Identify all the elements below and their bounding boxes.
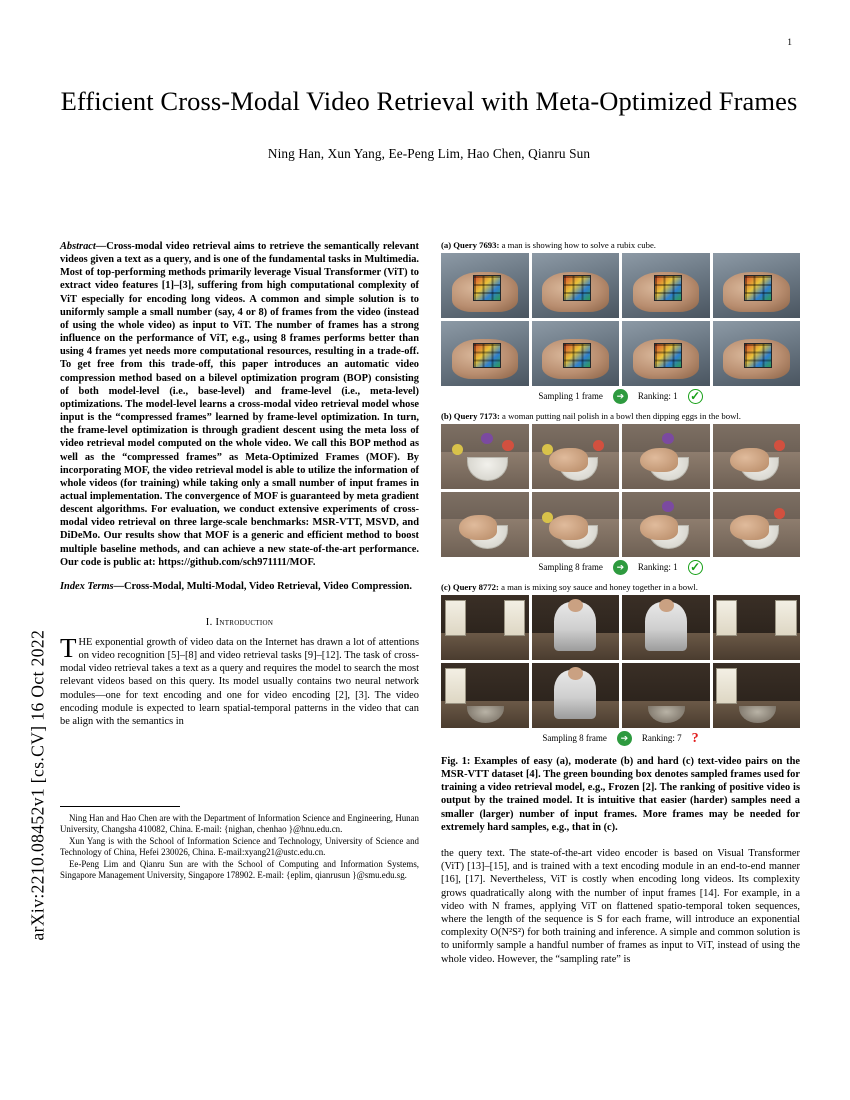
video-frame xyxy=(713,253,801,318)
video-frame xyxy=(532,253,620,318)
figure-frame-grid-b xyxy=(441,424,800,557)
video-frame xyxy=(532,663,620,728)
arrow-right-icon: ➔ xyxy=(617,731,632,746)
abstract-block xyxy=(60,240,419,569)
arxiv-stamp: arXiv:2210.08452v1 [cs.CV] 16 Oct 2022 xyxy=(27,629,48,941)
figure-caption: Fig. 1: Examples of easy (a), moderate (b) and hard (c) text-video pairs on the MSR-VTT dataset [4]. The green bounding box denotes sampled frames used for training a video retrieval model, e.g., Frozen [2]. The ranking of positive video is output by the trained model. It is intuitive that easier (harder) samples need a smaller (larger) number of input frames. More frames may be needed for extremely hard samples, e.g., that in (c). xyxy=(441,755,800,833)
video-frame xyxy=(713,595,801,660)
figure-1 xyxy=(441,240,800,834)
check-icon: ✓ xyxy=(688,389,703,404)
video-frame xyxy=(713,321,801,386)
video-frame xyxy=(713,424,801,489)
left-column xyxy=(60,240,419,966)
sampling-label-a: Sampling 1 frame xyxy=(538,391,603,402)
video-frame xyxy=(713,492,801,557)
video-frame xyxy=(713,663,801,728)
abstract-text: Cross-modal video retrieval aims to retrieve the semantically relevant videos given a text as a query, and is one of the fundamental tasks in Multimedia. Most of top-performing methods primarily leverage Visual Transformer (ViT) to extract video features [1]–[3], suffering from high computational complexity of ViT especially for encoding long videos. A common and simple solution is to uniformly sample a small number (say, 4 or 8) of frames from the video (instead of using the whole video) as input to ViT. The number of frames has a strong influence on the performance of ViT, e.g., using 8 frames performs better than using 4 frames yet needs more computational resources, resulting in a trade-off. To get free from this trade-off, this paper introduces an automatic video compression method based on a bilevel optimization program (BOP) consisting of both model-level (i.e., base-level) and frame-level (i.e., meta-level) optimizations. The model-level learns a cross-modal video retrieval model whose input is the “compressed frames” learned by frame-level optimization. In turn, the frame-level optimization is through gradient descent using the meta loss of video retrieval model computed on the whole video. We call this BOP method as well as the “compressed frames” as Meta-Optimized Frames (MOF). By incorporating MOF, the video retrieval model is able to utilize the information of whole videos (for training) while taking only a small number of input frames in actual implementation. The convergence of MOF is guaranteed by meta gradient descent algorithms. For evaluation, we conduct extensive experiments of cross-modal video retrieval on three large-scale benchmarks: MSR-VTT, MSVD, and DiDeMo. Our results show that MOF is a generic and efficient method to boost multiple baseline methods, and can achieve a new state-of-the-art performance. Our code is public at: https://github.com/sch971111/MOF. xyxy=(60,241,419,568)
abstract-lead: Abstract— xyxy=(60,241,107,252)
index-terms-text: Cross-Modal, Multi-Modal, Video Retrieval, Video Compression. xyxy=(124,580,412,592)
video-frame xyxy=(441,595,529,660)
section-heading-introduction: I. Introduction xyxy=(205,617,274,629)
ranking-label-a: Ranking: 1 xyxy=(637,391,678,402)
arrow-right-icon: ➔ xyxy=(613,389,628,404)
ranking-label-c: Ranking: 7 xyxy=(641,733,682,744)
video-frame xyxy=(532,492,620,557)
figure-row-label-c: (c) Query 8772: xyxy=(441,581,499,592)
index-terms-block xyxy=(60,580,419,593)
figure-status-c xyxy=(441,731,800,746)
footnote-block xyxy=(60,806,419,881)
figure-row-caption-a xyxy=(441,240,800,250)
footnote-item: Ee-Peng Lim and Qianru Sun are with the School of Computing and Information Systems, Singapore Management University, Singapore 178902. E-mail: {eplim, qianrusun }@smu.edu.sg. xyxy=(60,858,419,880)
video-frame xyxy=(532,321,620,386)
video-frame xyxy=(532,424,620,489)
figure-row-label-b: (b) Query 7173: xyxy=(441,410,500,421)
video-frame xyxy=(441,321,529,386)
figure-status-b xyxy=(441,560,800,575)
figure-row-label-a: (a) Query 7693: xyxy=(441,240,500,250)
video-frame xyxy=(622,595,710,660)
right-column xyxy=(441,240,800,966)
video-frame xyxy=(441,253,529,318)
figure-row-caption-c xyxy=(441,582,800,592)
figure-frame-grid-c xyxy=(441,595,800,728)
page-number: 1 xyxy=(787,38,792,48)
video-frame xyxy=(441,424,529,489)
figure-row-caption-b xyxy=(441,411,800,421)
figure-frame-grid-a xyxy=(441,253,800,386)
introduction-paragraph xyxy=(60,633,419,728)
right-column-paragraph: the query text. The state-of-the-art video encoder is based on Visual Transformer (ViT) [13]–[15], and is trained with a text encoding module in an end-to-end manner [16], [17]. Nevertheless, ViT is costly when encoding long videos. Its complexity grows quadratically along with the number of input frames [14]. For example, in a video with N frames, applying ViT on flattened spatio-temporal token sequences, where the length of the sequence is S for each frame, will introduce an exponential complexity O(N²S²) for both training and inference. A simple and common solution is to uniformly sample a handful number of frames as input to ViT, instead of using the whole video. However, the “sampling rate” is xyxy=(441,848,800,965)
figure-row-text-c: a man is mixing soy sauce and honey together in a bowl. xyxy=(498,581,698,592)
sampling-label-b: Sampling 8 frame xyxy=(538,562,603,573)
video-frame xyxy=(441,663,529,728)
question-mark-icon: ? xyxy=(691,730,699,746)
author-list: Ning Han, Xun Yang, Ee-Peng Lim, Hao Chen, Qianru Sun xyxy=(267,145,591,161)
two-column-body xyxy=(60,240,800,966)
footnote-item: Xun Yang is with the School of Information Science and Technology, University of Science and Technology of China, Hefei 230026, China. E-mail:xyang21@ustc.edu.cn. xyxy=(60,835,419,857)
video-frame xyxy=(622,492,710,557)
video-frame xyxy=(622,253,710,318)
footnote-divider xyxy=(60,806,180,807)
video-frame xyxy=(441,492,529,557)
page-title: Efficient Cross-Modal Video Retrieval with Meta-Optimized Frames xyxy=(60,86,798,116)
ranking-label-b: Ranking: 1 xyxy=(637,562,678,573)
paper-header xyxy=(60,72,798,162)
check-icon: ✓ xyxy=(688,560,703,575)
figure-status-a xyxy=(441,389,800,404)
video-frame xyxy=(532,595,620,660)
drop-cap: T xyxy=(60,633,77,664)
video-frame xyxy=(622,321,710,386)
index-terms-lead: Index Terms— xyxy=(60,580,124,592)
figure-row-text-b: a woman putting nail polish in a bowl then dipping eggs in the bowl. xyxy=(499,410,741,421)
arrow-right-icon: ➔ xyxy=(613,560,628,575)
video-frame xyxy=(622,663,710,728)
introduction-text: HE exponential growth of video data on the Internet has drawn a lot of attentions on video recognition [5]–[8] and video retrieval tasks [9]–[12]. The task of cross-modal video retrieval takes a text as a query and requires the model to search the most relevant videos based on this query. Its model usually contains two neural network modules—one for text encoding and one for video encoding [2], [3]. The video encoding module is expected to learn spatial-temporal patterns in the video that can be align with the semantics in xyxy=(60,637,419,727)
footnote-item: Ning Han and Hao Chen are with the Department of Information Science and Engineering, Hunan University, Changsha 410082, China. E-mail: {nighan, chenhao }@hnu.edu.cn. xyxy=(60,812,419,834)
figure-row-text-a: a man is showing how to solve a rubix cube. xyxy=(499,240,656,250)
video-frame xyxy=(622,424,710,489)
sampling-label-c: Sampling 8 frame xyxy=(542,733,607,744)
